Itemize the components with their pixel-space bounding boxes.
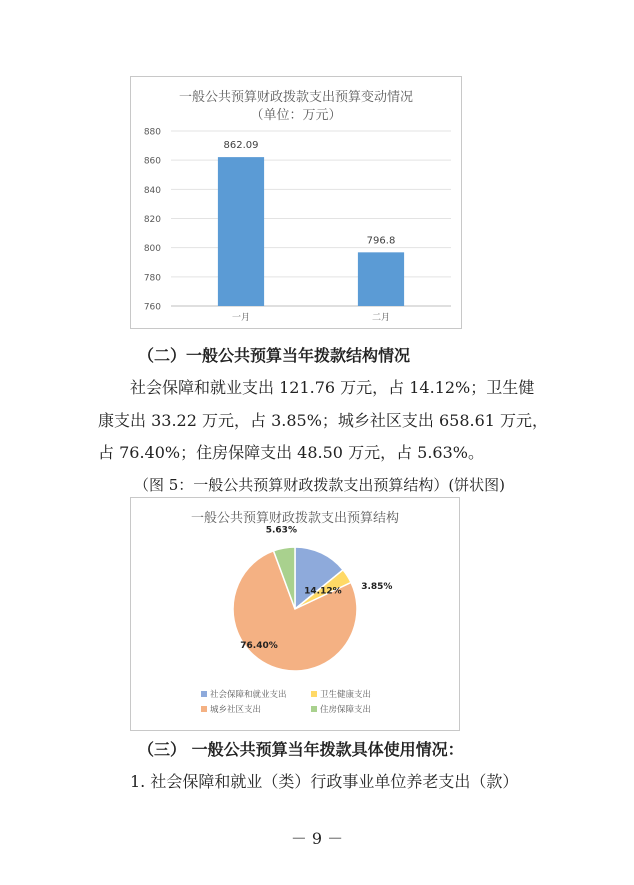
bar-chart-grid [171,131,451,306]
pie-data-label: 3.85% [361,582,393,593]
bar-y-tick-label: 780 [143,273,161,284]
pie-legend-label: 卫生健康支出 [320,690,372,700]
section2-paragraph-line-2: 康支出 33.22 万元，占 3.85%；城乡社区支出 658.61 万元， [98,411,549,430]
bar-x-tick-label: 一月 [231,313,251,323]
pie-legend-swatch [201,706,207,712]
pie-data-label: 14.12% [304,586,342,597]
bar-data-label: 796.8 [366,235,396,247]
pie-legend-label: 住房保障支出 [320,705,372,715]
bar-chart-y-axis [144,128,161,313]
page-number: － 9 － [290,829,344,848]
pie-legend-swatch [311,706,317,712]
pie-legend-label: 社会保障和就业支出 [210,690,287,700]
bar-chart-subtitle: （单位：万元） [250,108,342,123]
pie-chart-slices [233,547,357,671]
bar-1 [218,157,264,306]
pie-data-label: 5.63% [265,525,297,536]
bar-y-tick-label: 800 [143,244,161,255]
section2-paragraph-line-3: 占 76.40%；住房保障支出 48.50 万元，占 5.63%。 [98,443,484,462]
pie-chart [130,497,460,731]
bar-chart [130,76,462,329]
pie-legend-swatch [311,691,317,697]
bar-data-label: 862.09 [223,140,259,152]
bar-x-tick-label: 二月 [371,313,391,323]
section2-heading: （二）一般公共预算当年拨款结构情况 [138,346,411,365]
bar-chart-title: 一般公共预算财政拨款支出预算变动情况 [178,90,414,105]
bar-y-tick-label: 840 [143,185,161,196]
pie-data-label: 76.40% [240,640,278,651]
bar-y-tick-label: 880 [143,127,161,138]
pie-legend-label: 城乡社区支出 [210,705,262,715]
bar-y-tick-label: 760 [143,302,161,313]
section3-item-1: 1. 社会保障和就业（类）行政事业单位养老支出（款） [130,772,519,791]
bar-chart-svg [131,77,461,328]
pie-chart-svg [131,498,459,730]
bar-chart-bars [218,157,404,306]
bar-2 [358,252,404,306]
bar-chart-x-axis [232,312,390,323]
pie-chart-title: 一般公共预算财政拨款支出预算结构 [190,511,400,526]
bar-y-tick-label: 860 [143,156,161,167]
pie-chart-legend [201,689,371,715]
pie-legend-swatch [201,691,207,697]
section3-heading: （三） 一般公共预算当年拨款具体使用情况： [138,740,464,759]
bar-y-tick-label: 820 [143,215,161,225]
section2-paragraph-line-1: 社会保障和就业支出 121.76 万元，占 14.12%；卫生健 [130,378,535,397]
figure-caption: （图 5：一般公共预算财政拨款支出预算结构）(饼状图) [134,476,506,494]
